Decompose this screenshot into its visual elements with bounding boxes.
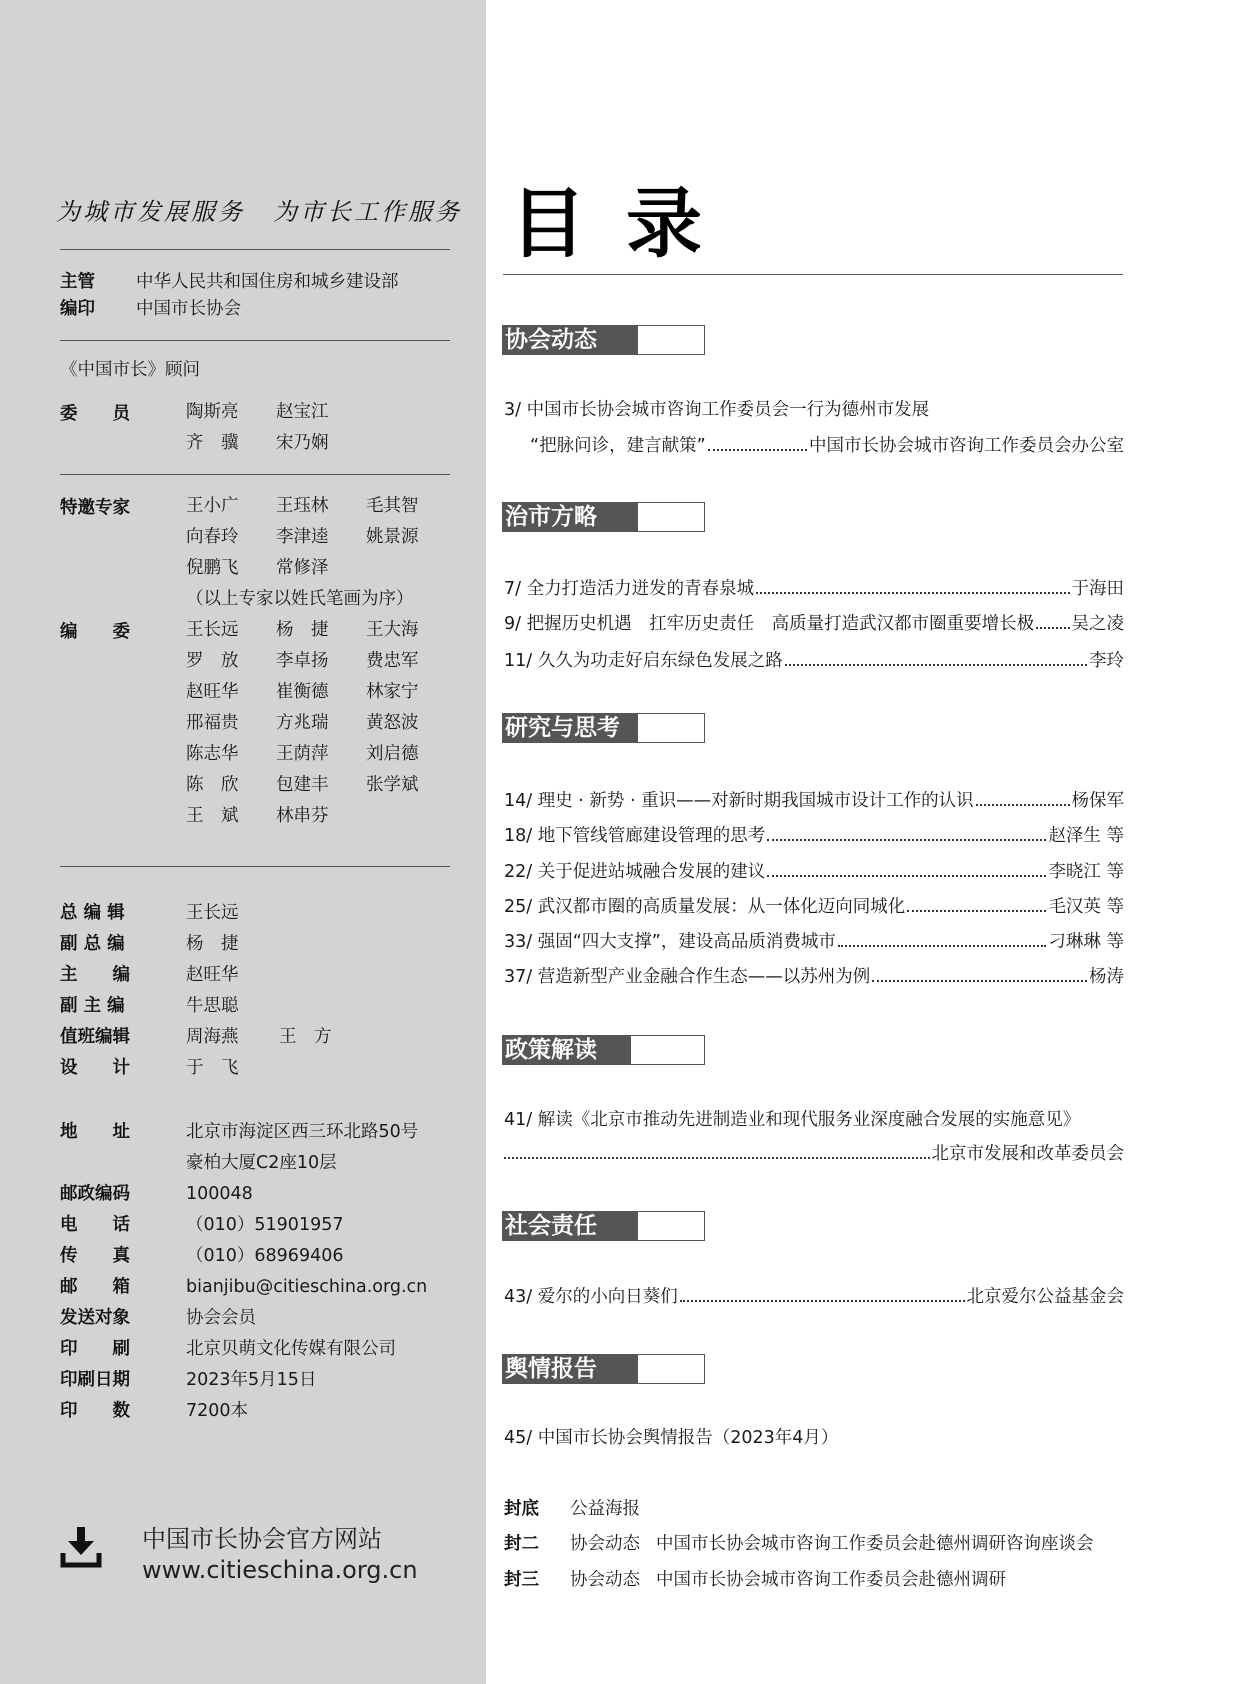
staff-label: 设 计 bbox=[60, 1058, 130, 1078]
section-title: 治市方略 bbox=[503, 503, 638, 531]
address-line: 北京市海淀区西三环北路50号 bbox=[186, 1122, 419, 1142]
person-name: 王长远 bbox=[186, 620, 239, 640]
person-name: 包建丰 bbox=[276, 775, 329, 795]
leader-dots bbox=[680, 1300, 965, 1302]
section-header bbox=[502, 502, 705, 532]
section-title: 社会责任 bbox=[503, 1212, 638, 1240]
toc-entry-author: 北京市发展和改革委员会 bbox=[931, 1144, 1124, 1164]
toc-entry[interactable] bbox=[504, 787, 1124, 812]
toc-entry-author: 北京爱尔公益基金会 bbox=[966, 1287, 1124, 1307]
toc-entry-author: 毛汉英 等 bbox=[1048, 897, 1124, 917]
toc-entry-author: 李玲 bbox=[1089, 651, 1124, 671]
leader-dots bbox=[767, 839, 1046, 841]
supervisor-row bbox=[60, 268, 399, 293]
toc-entry-author: 刁琳琳 等 bbox=[1048, 932, 1124, 952]
toc-entry[interactable] bbox=[504, 647, 1124, 672]
person-name: 费忠军 bbox=[366, 651, 419, 671]
person-name: 王荫萍 bbox=[276, 744, 329, 764]
toc-entry-title: 14/ 理史 · 新势 · 重识——对新时期我国城市设计工作的认识 bbox=[504, 791, 974, 811]
supervisor-value: 中华人民共和国住房和城乡建设部 bbox=[136, 272, 399, 292]
masthead-sidebar bbox=[0, 0, 486, 1684]
toc-entry-title: 18/ 地下管线管廊建设管理的思考 bbox=[504, 826, 766, 846]
leader-dots bbox=[767, 875, 1046, 877]
contact-row bbox=[60, 1242, 343, 1267]
cover-value: 公益海报 bbox=[570, 1499, 640, 1519]
staff-row bbox=[60, 992, 239, 1017]
address-row bbox=[60, 1118, 418, 1143]
cover-label: 封底 bbox=[504, 1499, 539, 1519]
toc-entry-title: 25/ 武汉都市圈的高质量发展：从一体化迈向同城化 bbox=[504, 897, 906, 917]
person-name: 方兆瑞 bbox=[276, 713, 329, 733]
name-row bbox=[186, 644, 456, 675]
cover-detail: 中国市长协会城市咨询工作委员会赴德州调研咨询座谈会 bbox=[656, 1534, 1094, 1554]
toc-entry-title: 7/ 全力打造活力迸发的青春泉城 bbox=[504, 579, 755, 599]
name-row bbox=[186, 426, 366, 457]
contact-row bbox=[60, 1211, 343, 1236]
staff-value: 王 方 bbox=[279, 1027, 332, 1047]
person-name: 刘启德 bbox=[366, 744, 419, 764]
toc-entry-title: 41/ 解读《北京市推动先进制造业和现代服务业深度融合发展的实施意见》 bbox=[504, 1110, 1081, 1130]
name-row bbox=[186, 489, 456, 520]
staff-value: 杨 捷 bbox=[186, 934, 239, 954]
slogan bbox=[56, 192, 462, 227]
staff-value: 赵旺华 bbox=[186, 965, 239, 985]
experts-label: 特邀专家 bbox=[60, 498, 130, 518]
address-line: 豪柏大厦C2座10层 bbox=[186, 1153, 337, 1173]
person-name: 邢福贵 bbox=[186, 713, 239, 733]
toc-entry-author: 杨保军 bbox=[1071, 791, 1124, 811]
person-name: 林家宁 bbox=[366, 682, 419, 702]
name-row bbox=[186, 613, 456, 644]
contact-value: 北京贝萌文化传媒有限公司 bbox=[186, 1339, 396, 1359]
contact-label: 发送对象 bbox=[60, 1308, 130, 1328]
slogan-part: 为市长工作服务 bbox=[273, 198, 462, 226]
person-name: 崔衡德 bbox=[276, 682, 329, 702]
contact-value: 协会会员 bbox=[186, 1308, 256, 1328]
contact-label: 印 数 bbox=[60, 1401, 130, 1421]
staff-row bbox=[60, 930, 239, 955]
person-name: 毛其智 bbox=[366, 496, 419, 516]
section-title: 研究与思考 bbox=[503, 714, 638, 742]
leader-dots bbox=[907, 910, 1046, 912]
editor-label: 编印 bbox=[60, 299, 95, 319]
toc-entry[interactable] bbox=[504, 396, 1124, 421]
toc-entry-title: 43/ 爱尔的小向日葵们 bbox=[504, 1287, 678, 1307]
leader-dots bbox=[756, 592, 1069, 594]
person-name: 杨 捷 bbox=[276, 620, 329, 640]
toc-entry[interactable] bbox=[504, 610, 1124, 635]
name-row bbox=[186, 551, 456, 582]
contact-row bbox=[60, 1304, 256, 1329]
staff-label: 副 主 编 bbox=[60, 996, 125, 1016]
toc-entry[interactable] bbox=[504, 1424, 1124, 1449]
name-row bbox=[186, 737, 456, 768]
staff-label: 主 编 bbox=[60, 965, 130, 985]
staff-label: 值班编辑 bbox=[60, 1027, 130, 1047]
person-name: 姚景源 bbox=[366, 527, 419, 547]
toc-entry-author: 于海田 bbox=[1071, 579, 1124, 599]
person-name: 向春玲 bbox=[186, 527, 239, 547]
contact-label: 印 刷 bbox=[60, 1339, 130, 1359]
toc-entry-title: 9/ 把握历史机遇 扛牢历史责任 高质量打造武汉都市圈重要增长极 bbox=[504, 614, 1035, 634]
person-name: 陈志华 bbox=[186, 744, 239, 764]
toc-entry-author: 赵泽生 等 bbox=[1048, 826, 1124, 846]
contact-label: 邮 箱 bbox=[60, 1277, 130, 1297]
toc-entry-title: 11/ 久久为功走好启东绿色发展之路 bbox=[504, 651, 783, 671]
person-name: 赵宝江 bbox=[276, 402, 329, 422]
contact-value: 2023年5月15日 bbox=[186, 1370, 317, 1390]
section-title: 舆情报告 bbox=[503, 1355, 638, 1383]
person-name: 张学斌 bbox=[366, 775, 419, 795]
staff-value: 于 飞 bbox=[186, 1058, 239, 1078]
toc-entry[interactable] bbox=[504, 822, 1124, 847]
person-name: 齐 骥 bbox=[186, 433, 239, 453]
toc-entry-title: 3/ 中国市长协会城市咨询工作委员会一行为德州市发展 bbox=[504, 400, 930, 420]
person-name: 倪鹏飞 bbox=[186, 558, 239, 578]
staff-row bbox=[60, 961, 239, 986]
name-row bbox=[186, 799, 456, 830]
toc-entry[interactable] bbox=[504, 1106, 1124, 1131]
cover-row bbox=[504, 1566, 1006, 1591]
address-row bbox=[186, 1149, 337, 1174]
name-row bbox=[186, 582, 456, 613]
toc-entry-title: 22/ 关于促进站城融合发展的建议 bbox=[504, 862, 766, 882]
person-name: 王 斌 bbox=[186, 806, 239, 826]
website-name: 中国市长协会官方网站 bbox=[142, 1525, 382, 1553]
person-name: 宋乃娴 bbox=[276, 433, 329, 453]
contact-label: 传 真 bbox=[60, 1246, 130, 1266]
toc-entry-author: 杨涛 bbox=[1089, 967, 1124, 987]
section-title: 协会动态 bbox=[503, 326, 638, 354]
leader-dots bbox=[708, 449, 807, 451]
cover-detail: 中国市长协会城市咨询工作委员会赴德州调研 bbox=[656, 1570, 1006, 1590]
person-name: 王小广 bbox=[186, 496, 239, 516]
email-link[interactable]: bianjibu@citieschina.org.cn bbox=[186, 1277, 428, 1297]
address-label: 地 址 bbox=[60, 1122, 130, 1142]
person-name: 李津逵 bbox=[276, 527, 329, 547]
experts-note: （以上专家以姓氏笔画为序） bbox=[186, 589, 414, 609]
editor-row bbox=[60, 295, 241, 320]
website-block bbox=[142, 1524, 418, 1586]
contact-row bbox=[60, 1397, 248, 1422]
leader-dots bbox=[872, 980, 1087, 982]
contact-value: （010）51901957 bbox=[186, 1215, 344, 1235]
contact-value: 100048 bbox=[186, 1184, 253, 1204]
cover-value: 协会动态 bbox=[570, 1534, 640, 1554]
person-name: 常修泽 bbox=[276, 558, 329, 578]
name-row bbox=[186, 520, 456, 551]
page-title: 目录 bbox=[510, 179, 742, 268]
person-name: 陈 欣 bbox=[186, 775, 239, 795]
supervisor-label: 主管 bbox=[60, 272, 95, 292]
staff-row bbox=[60, 899, 239, 924]
divider bbox=[60, 249, 450, 250]
divider bbox=[60, 340, 450, 341]
committee-label: 委 员 bbox=[60, 404, 130, 424]
contact-row bbox=[60, 1273, 427, 1298]
staff-value: 王长远 bbox=[186, 903, 239, 923]
leader-dots bbox=[976, 804, 1070, 806]
name-row bbox=[186, 395, 366, 426]
toc-entry[interactable] bbox=[530, 432, 1124, 457]
toc-entry-author: 中国市长协会城市咨询工作委员会办公室 bbox=[809, 436, 1124, 456]
contact-row bbox=[60, 1335, 396, 1360]
leader-dots bbox=[785, 664, 1087, 666]
divider bbox=[60, 866, 450, 867]
editor-value: 中国市长协会 bbox=[136, 299, 241, 319]
contact-row bbox=[60, 1366, 316, 1391]
name-row bbox=[186, 675, 456, 706]
cover-value: 协会动态 bbox=[570, 1570, 640, 1590]
cover-row bbox=[504, 1495, 640, 1520]
advisors-heading bbox=[60, 356, 200, 381]
leader-dots bbox=[838, 945, 1047, 947]
editorial-label: 编 委 bbox=[60, 622, 130, 642]
toc-entry-title: 37/ 营造新型产业金融合作生态——以苏州为例 bbox=[504, 967, 871, 987]
editorial-list bbox=[186, 613, 456, 830]
leader-dots bbox=[504, 1157, 930, 1159]
name-row bbox=[186, 706, 456, 737]
divider bbox=[60, 474, 450, 475]
section-header bbox=[502, 713, 705, 743]
cover-label: 封二 bbox=[504, 1534, 539, 1554]
contact-row bbox=[60, 1180, 253, 1205]
staff-label: 总 编 辑 bbox=[60, 903, 125, 923]
toc-entry[interactable] bbox=[504, 1283, 1124, 1308]
person-name: 罗 放 bbox=[186, 651, 239, 671]
toc-entry-author: 吴之凌 bbox=[1071, 614, 1124, 634]
toc-entry-title: 45/ 中国市长协会舆情报告（2023年4月） bbox=[504, 1428, 839, 1448]
download-icon[interactable] bbox=[60, 1525, 102, 1569]
toc-entry-title: “把脉问诊，建言献策” bbox=[530, 436, 706, 456]
section-title: 政策解读 bbox=[503, 1036, 631, 1064]
toc-entry-author: 李晓江 等 bbox=[1048, 862, 1124, 882]
contact-label: 电 话 bbox=[60, 1215, 130, 1235]
contact-value: 7200本 bbox=[186, 1401, 249, 1421]
staff-row bbox=[60, 1054, 239, 1079]
person-name: 陶斯亮 bbox=[186, 402, 239, 422]
leader-dots bbox=[1036, 627, 1069, 629]
cover-row bbox=[504, 1530, 1094, 1555]
staff-label: 副 总 编 bbox=[60, 934, 125, 954]
person-name: 林串芬 bbox=[276, 806, 329, 826]
cover-label: 封三 bbox=[504, 1570, 539, 1590]
website-url[interactable]: www.citieschina.org.cn bbox=[142, 1556, 418, 1584]
slogan-part: 为城市发展服务 bbox=[56, 198, 245, 226]
section-header bbox=[502, 325, 705, 355]
person-name: 赵旺华 bbox=[186, 682, 239, 702]
toc-entry[interactable] bbox=[504, 858, 1124, 883]
toc-entry[interactable] bbox=[504, 928, 1124, 953]
contact-label: 印刷日期 bbox=[60, 1370, 130, 1390]
toc-entry[interactable] bbox=[504, 575, 1124, 600]
section-header bbox=[502, 1354, 705, 1384]
staff-row bbox=[60, 1023, 332, 1048]
person-name: 王大海 bbox=[366, 620, 419, 640]
committee-list bbox=[186, 395, 366, 457]
toc-entry[interactable] bbox=[504, 893, 1124, 918]
person-name: 王珏林 bbox=[276, 496, 329, 516]
toc-entry-title: 33/ 强固“四大支撑”，建设高品质消费城市 bbox=[504, 932, 836, 952]
staff-value: 周海燕 bbox=[186, 1027, 239, 1047]
name-row bbox=[186, 768, 456, 799]
toc-entry[interactable] bbox=[504, 963, 1124, 988]
contact-label: 邮政编码 bbox=[60, 1184, 130, 1204]
toc-entry[interactable] bbox=[504, 1140, 1124, 1165]
section-header bbox=[502, 1211, 705, 1241]
advisors-heading-text: 《中国市长》顾问 bbox=[60, 360, 200, 380]
experts-list bbox=[186, 489, 456, 613]
person-name: 李卓扬 bbox=[276, 651, 329, 671]
person-name: 黄怒波 bbox=[366, 713, 419, 733]
section-header bbox=[502, 1035, 705, 1065]
title-divider bbox=[503, 274, 1123, 275]
contact-value: （010）68969406 bbox=[186, 1246, 344, 1266]
staff-value: 牛思聪 bbox=[186, 996, 239, 1016]
